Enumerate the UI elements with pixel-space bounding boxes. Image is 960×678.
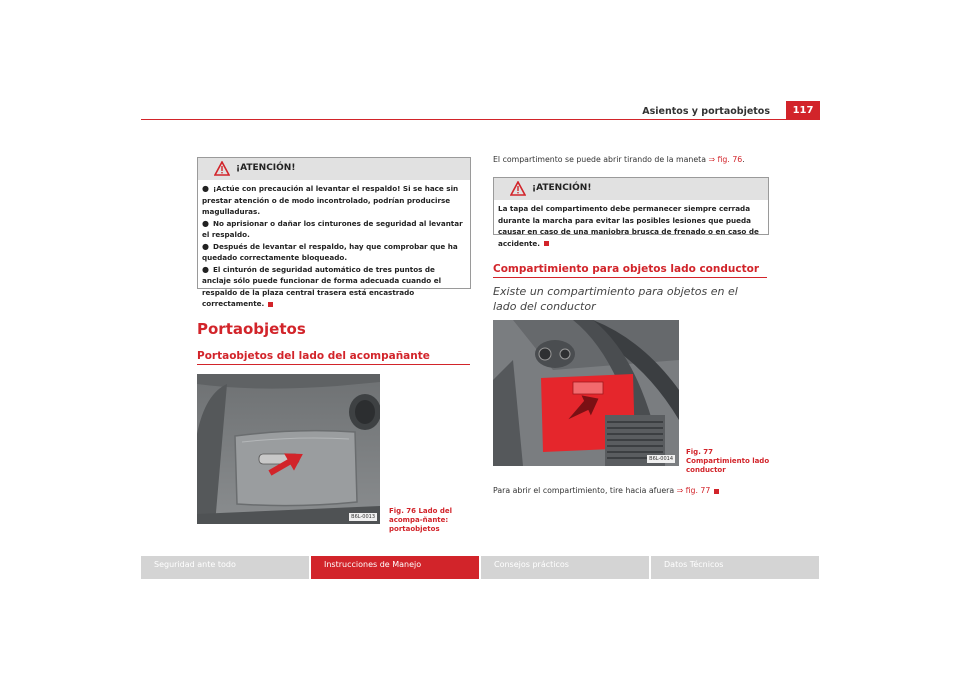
figure-code: B6L-0013 [351, 514, 375, 520]
bullet-icon: ● [202, 241, 209, 251]
footer-tab-consejos[interactable]: Consejos prácticos [481, 556, 649, 579]
page-number: 117 [786, 101, 820, 120]
footer-tab-datos[interactable]: Datos Técnicos [651, 556, 819, 579]
figure-code: B6L-0014 [649, 456, 673, 462]
figure-reference-link[interactable]: ⇒ fig. 77 [676, 486, 711, 495]
subsection-title: Compartimiento para objetos lado conductor [493, 263, 760, 275]
end-mark-icon [544, 241, 549, 246]
bullet-icon: ● [202, 184, 209, 193]
running-header-title: Asientos y portaobjetos [642, 106, 770, 117]
warning-triangle-icon [214, 161, 230, 176]
header-rule [141, 119, 820, 120]
warning-body: La tapa del compartimento debe permanecer siempre cerrada durante la marcha para evitar las posibles lesiones que pueda causar en caso de una maniobra brusca de frenado o en caso de accidente. [498, 204, 759, 248]
intro-paragraph: El compartimento se puede abrir tirando de la maneta ⇒ fig. 76. [493, 155, 745, 164]
end-mark-icon [714, 489, 719, 494]
warning-item: ● ¡Actúe con precaución al levantar el respaldo! Si se hace sin prestar atención o de modo incontrolado, podrían producirse magulladuras. [202, 184, 459, 216]
subsection-rule [197, 364, 470, 365]
end-mark-icon [268, 302, 273, 307]
figure-77-image [493, 320, 679, 466]
warning-header [198, 158, 470, 180]
bullet-icon: ● [202, 264, 209, 274]
warning-header [494, 178, 768, 200]
figure-reference-link[interactable]: ⇒ fig. 76 [708, 155, 743, 164]
warning-title: ¡ATENCIÓN! [236, 163, 296, 173]
warning-box-1 [197, 157, 471, 308]
subsection-title: Portaobjetos del lado del acompañante [197, 350, 430, 362]
warning-item: ● El cinturón de seguridad automático de tres puntos de anclaje sólo puede funcionar de forma adecuada cuando el respaldo de la plaza central trasera está encastrado correctamente. [202, 264, 442, 308]
warning-body [198, 180, 470, 313]
bullet-icon: ● [202, 218, 209, 228]
warning-item: ● Después de levantar el respaldo, hay que comprobar que ha quedado correctamente bloqueado. [202, 241, 458, 262]
footer-tab-instrucciones[interactable]: Instrucciones de Manejo [311, 556, 479, 579]
warning-box-2 [493, 177, 769, 248]
figure-76-image [197, 374, 380, 524]
glovebox-illustration [197, 374, 380, 524]
warning-title: ¡ATENCIÓN! [532, 183, 592, 193]
warning-item: ● No aprisionar o dañar los cinturones de seguridad al levantar el respaldo. [202, 218, 463, 239]
footer-tab-seguridad[interactable]: Seguridad ante todo [141, 556, 309, 579]
warning-triangle-icon [510, 181, 526, 196]
subsection-subtitle: Existe un compartimiento para objetos en el lado del conductor [493, 285, 738, 313]
driver-compartment-illustration [493, 320, 679, 466]
open-instruction-paragraph: Para abrir el compartimiento, tire hacia afuera ⇒ fig. 77 [493, 486, 768, 495]
figure-77-caption: Fig. 77 Compartimiento lado conductor [686, 448, 770, 474]
subsection-rule [493, 277, 767, 278]
figure-76-caption: Fig. 76 Lado del acompa-ñante: portaobjetos [389, 507, 453, 533]
section-title: Portaobjetos [197, 320, 306, 338]
